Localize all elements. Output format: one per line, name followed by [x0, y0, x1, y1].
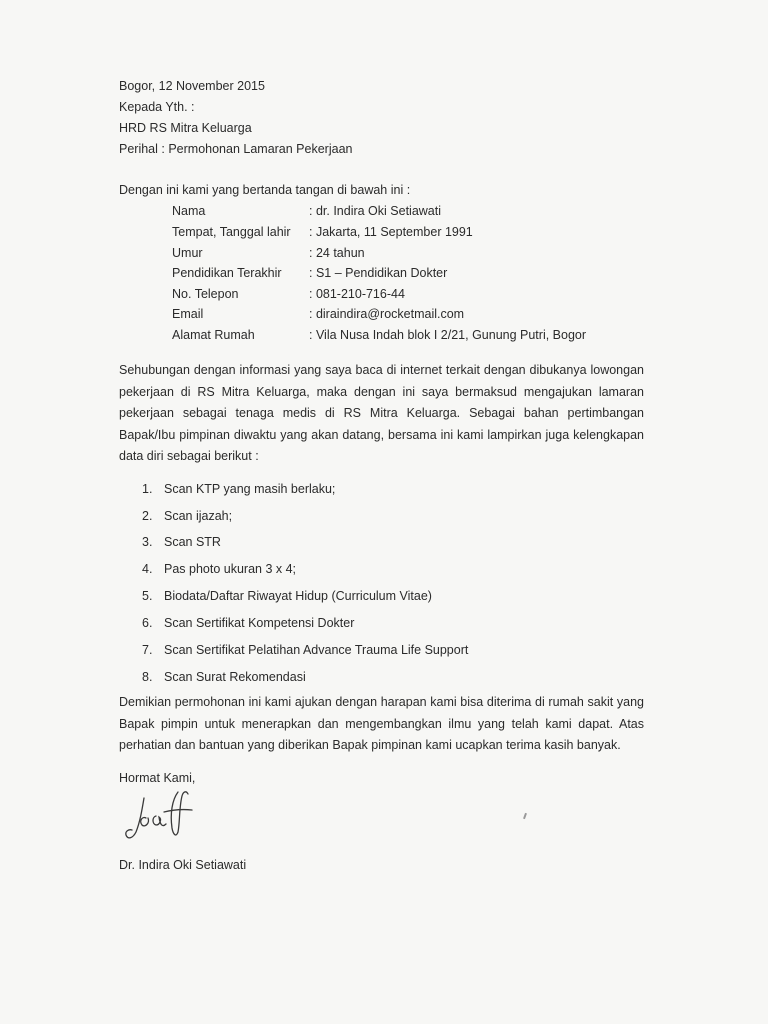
list-item: Pas photo ukuran 3 x 4;	[164, 562, 297, 576]
list-item-number: 8.	[142, 670, 153, 684]
field-value-education: : S1 – Pendidikan Dokter	[309, 266, 448, 280]
list-item-number: 4.	[142, 562, 153, 576]
intro-text: Dengan ini kami yang bertanda tangan di bawah ini :	[119, 183, 411, 197]
field-value-address: : Vila Nusa Indah blok I 2/21, Gunung Putri, Bogor	[309, 328, 587, 342]
list-item: Scan Sertifikat Pelatihan Advance Trauma Life Support	[164, 643, 469, 657]
field-label-name: Nama	[172, 204, 206, 218]
field-label-age: Umur	[172, 246, 203, 260]
list-item: Scan KTP yang masih berlaku;	[164, 482, 336, 496]
field-label-phone: No. Telepon	[172, 287, 239, 301]
list-item-number: 6.	[142, 616, 153, 630]
list-item-number: 3.	[142, 535, 153, 549]
list-item-number: 1.	[142, 482, 153, 496]
field-value-age: : 24 tahun	[309, 246, 365, 260]
field-label-address: Alamat Rumah	[172, 328, 255, 342]
list-item-number: 7.	[142, 643, 153, 657]
field-value-name: : dr. Indira Oki Setiawati	[309, 204, 442, 218]
scan-speck	[523, 813, 527, 819]
list-item: Scan STR	[164, 535, 221, 549]
field-value-birth: : Jakarta, 11 September 1991	[309, 225, 473, 239]
signature-image	[122, 788, 212, 848]
closing-paragraph: Demikian permohonan ini kami ajukan dengan harapan kami bisa diterima di rumah sakit yang Bapak pimpin untuk menerapkan dan mengembangkan ilmu yang telah kami dapat. Atas perhatian dan bantuan yang diberikan Bapak pimpinan kami ucapkan terima kasih banyak.	[119, 695, 644, 752]
field-label-education: Pendidikan Terakhir	[172, 266, 282, 280]
salutation: Hormat Kami,	[119, 771, 196, 785]
list-item: Scan ijazah;	[164, 509, 233, 523]
field-value-phone: : 081-210-716-44	[309, 287, 405, 301]
field-label-birth: Tempat, Tanggal lahir	[172, 225, 291, 239]
recipient: HRD RS Mitra Keluarga	[119, 121, 252, 135]
body-paragraph: Sehubungan dengan informasi yang saya baca di internet terkait dengan dibukanya lowongan pekerjaan di RS Mitra Keluarga, maka dengan ini saya bermaksud mengajukan lamaran pekerjaan sebagai tenaga medis di RS Mitra Keluarga. Sebagai bahan pertimbangan Bapak/Ibu pimpinan diwaktu yang akan datang, bersama ini kami lampirkan juga kelengkapan data diri sebagai berikut :	[119, 363, 644, 463]
subject: Perihal : Permohonan Lamaran Pekerjaan	[119, 142, 353, 156]
list-item: Scan Surat Rekomendasi	[164, 670, 306, 684]
field-value-email: : diraindira@rocketmail.com	[309, 307, 465, 321]
signer-name: Dr. Indira Oki Setiawati	[119, 858, 247, 872]
field-label-email: Email	[172, 307, 204, 321]
list-item: Scan Sertifikat Kompetensi Dokter	[164, 616, 355, 630]
date-place: Bogor, 12 November 2015	[119, 79, 265, 93]
list-item-number: 2.	[142, 509, 153, 523]
list-item-number: 5.	[142, 589, 153, 603]
recipient-prefix: Kepada Yth. :	[119, 100, 195, 114]
list-item: Biodata/Daftar Riwayat Hidup (Curriculum Vitae)	[164, 589, 432, 603]
